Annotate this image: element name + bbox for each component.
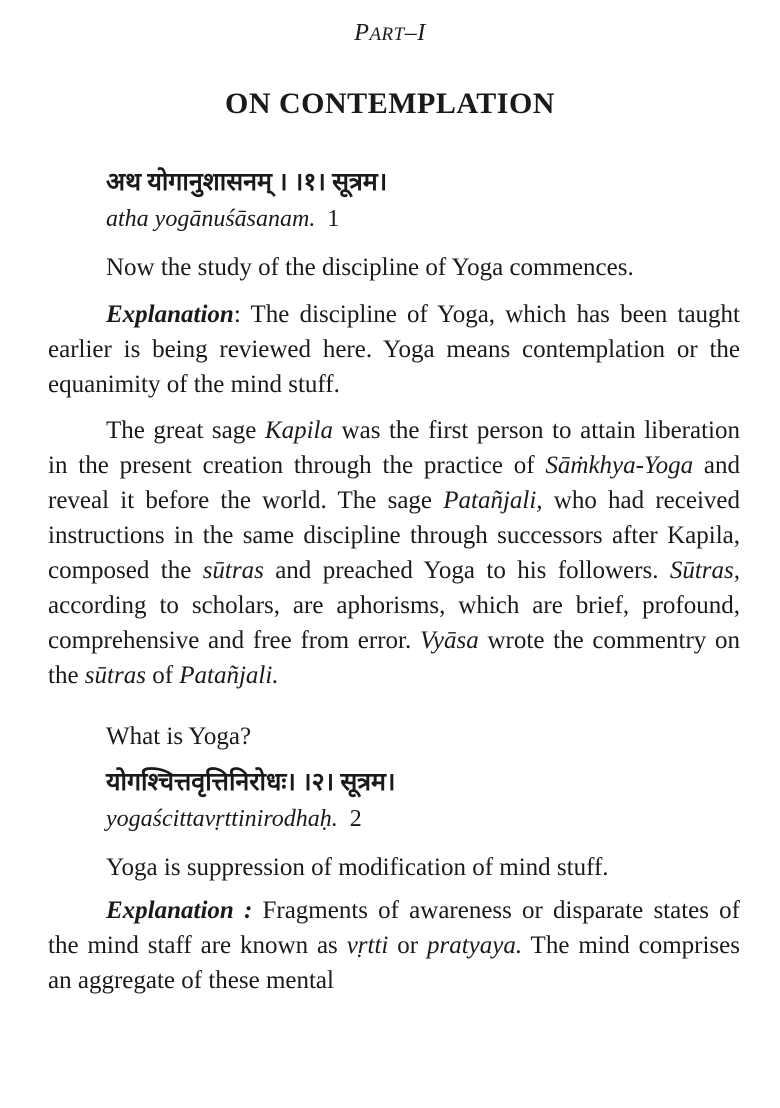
paragraph [48,250,740,285]
italic-term: vṛtti [346,932,389,959]
sutra-number: 1 [327,206,340,232]
text-run: of [145,662,180,689]
text-run: wrote the commentry on the [48,627,740,689]
italic-term: Patañjali, [443,487,543,514]
run-in-heading: Explanation : [106,897,253,924]
text-run: and preached Yoga to his followers. [263,557,670,584]
italic-term: sūtras [202,557,264,584]
run-in-heading: Explanation [106,301,234,328]
text-run: The great sage [106,417,265,444]
paragraph [48,297,740,402]
italic-term: pratyaya. [426,932,523,959]
text-run: Now the study of the discipline of Yoga commences. [106,254,634,281]
part-suffix: –I [404,20,426,46]
text-run: who had received instructions in the same discipline through successors after Kapila, composed the [48,487,741,584]
sutra-number: 2 [349,806,362,832]
text-run: : The discipline of Yoga, which has been taught earlier is being reviewed here. Yoga means contemplation or the equanimity of the mind stuff. [48,301,740,398]
text-run: or [388,932,427,959]
text-run: and reveal it before the world. The sage [48,452,740,514]
text-run: Yoga is suppression of modification of mind stuff. [106,854,609,881]
translit-text: yogaścittavṛttinirodhaḥ. [106,806,338,832]
sutra-1-devanagari: अथ योगानुशासनम् । ।१। सूत्रम। [106,169,388,196]
paragraph [48,413,740,693]
sutra-2-transliteration [106,802,780,836]
text-run: was the first person to attain liberation in the present creation through the practice of [48,417,740,479]
body-section-2 [48,850,740,998]
italic-term: Sūtras, [669,557,740,584]
italic-term: sūtras [84,662,146,689]
text-run: Fragments of awareness or disparate states of the mind staff are known as [48,897,740,959]
sutra-2-devanagari: योगश्चित्तवृत्तिनिरोधः। ।२। सूत्रम। [106,769,396,796]
paragraph [48,850,740,885]
part-heading [0,18,780,50]
text-run: What is Yoga? [106,723,252,750]
italic-term: Sāṁkhya-Yoga [545,452,694,479]
paragraph [48,719,740,754]
italic-term: Vyāsa [419,627,479,654]
chapter-title: ON CONTEMPLATION [225,87,555,120]
text-run: according to scholars, are aphorisms, which are brief, profound, comprehensive and free from error. [48,592,740,654]
translit-text: atha yogānuśāsanam. [106,206,316,232]
sutra-1-transliteration [106,202,780,236]
italic-term: Patañjali. [179,662,279,689]
body-section-1 [48,250,740,754]
paragraph [48,893,740,998]
part-prefix: P [354,20,370,46]
part-rest: ART [369,24,405,45]
italic-term: Kapila [264,417,333,444]
text-run: The mind comprises an aggregate of these mental [48,932,740,994]
